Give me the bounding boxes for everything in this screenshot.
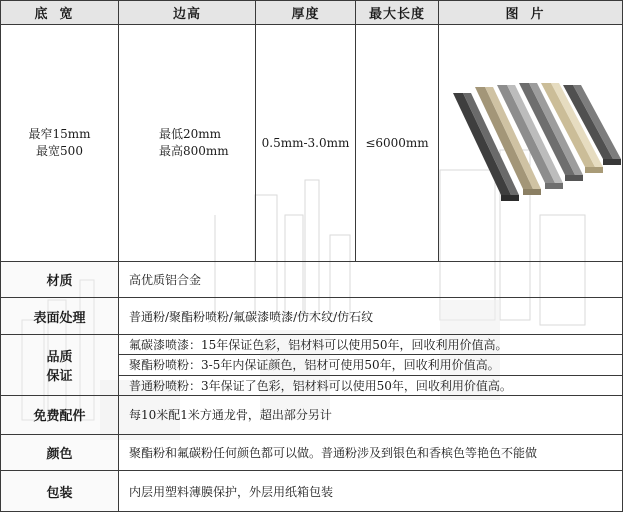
header-thickness: 厚度 <box>256 1 356 25</box>
quality-item-polyester: 聚酯粉喷粉：3-5年内保证颜色，铝材可使用50年，回收利用价值高。 <box>119 355 623 375</box>
color-value: 聚酯粉和氟碳粉任何颜色都可以做。普通粉涉及到银色和香槟色等艳色不能做 <box>119 434 623 471</box>
quality-label <box>1 334 119 395</box>
quality-row-1 <box>1 334 623 354</box>
spec-row <box>1 25 623 261</box>
material-label: 材质 <box>1 261 119 298</box>
product-photo-cell <box>439 25 623 261</box>
header-picture: 图片 <box>439 1 623 25</box>
max-length-spec: ≤6000mm <box>356 25 439 261</box>
width-spec <box>1 25 119 261</box>
color-row <box>1 434 623 471</box>
surface-row <box>1 298 623 335</box>
surface-label: 表面处理 <box>1 298 119 335</box>
thickness-spec: 0.5mm-3.0mm <box>256 25 356 261</box>
packaging-value: 内层用塑料薄膜保护，外层用纸箱包装 <box>119 471 623 512</box>
header-height: 边高 <box>119 1 256 25</box>
material-row <box>1 261 623 298</box>
quality-item-fluorocarbon: 氟碳漆喷漆：15年保证色彩，铝材料可以使用50年，回收利用价值高。 <box>119 334 623 354</box>
width-max: 最宽500 <box>36 144 83 158</box>
header-max-length: 最大长度 <box>356 1 439 25</box>
width-min: 最窄15mm <box>28 127 91 141</box>
accessories-value: 每10米配1米方通龙骨，超出部分另计 <box>119 395 623 434</box>
header-width: 底宽 <box>1 1 119 25</box>
aluminum-profile-image <box>441 83 621 203</box>
color-label: 颜色 <box>1 434 119 471</box>
header-row <box>1 1 623 25</box>
accessories-row <box>1 395 623 434</box>
height-spec <box>119 25 256 261</box>
height-max: 最高800mm <box>159 144 229 158</box>
material-value: 高优质铝合金 <box>119 261 623 298</box>
quality-label-line1: 品质 <box>46 349 73 365</box>
surface-value: 普通粉/聚酯粉喷粉/氟碳漆喷漆/仿木纹/仿石纹 <box>119 298 623 335</box>
height-min: 最低20mm <box>159 127 222 141</box>
packaging-row <box>1 471 623 512</box>
packaging-label: 包装 <box>1 471 119 512</box>
accessories-label: 免费配件 <box>1 395 119 434</box>
quality-item-ordinary: 普通粉喷粉：3年保证了色彩，铝材料可以使用50年，回收利用价值高。 <box>119 375 623 395</box>
quality-label-line2: 保证 <box>46 368 73 384</box>
